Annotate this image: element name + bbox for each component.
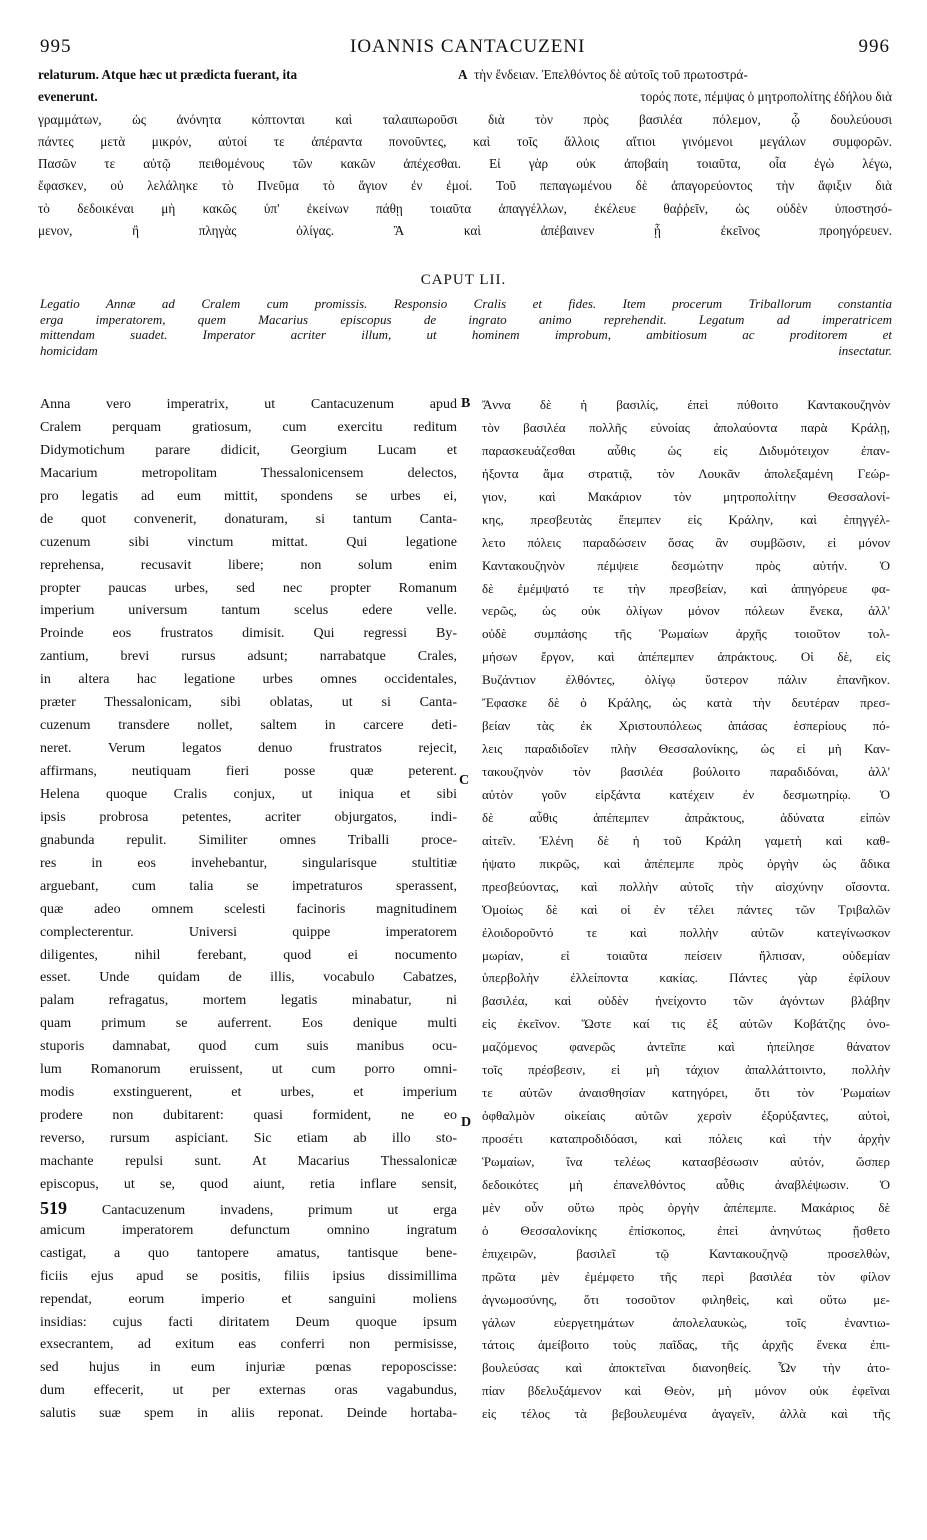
greek-line: πρῶτα μὲν ἐμέμφετο τῆς περὶ βασιλέα τὸν φίλον <box>482 1268 890 1284</box>
latin-line: Macarium metropolitam Thessalonicensem delectos, <box>40 465 457 481</box>
greek-line: εἰς τέλος τὰ βεβουλευμένα ἀγαγεῖν, ἀλλὰ καὶ τῆς <box>482 1406 890 1422</box>
latin-line: cuzenum transdere nollet, saltem in carcere deti- <box>40 718 457 734</box>
latin-line: arguebant, cum talia se impetraturos sperassent, <box>40 878 457 894</box>
chapter-argument <box>40 296 892 358</box>
latin-line: castigat, a quo tantopere amatus, tantisque bene- <box>40 1245 457 1261</box>
greek-line: δὲ αὖθις ἀπέπεμπεν ἀπράκτους, ἀδύνατα εἰπὼν <box>482 809 890 825</box>
greek-line: λεις παραδιδοῖεν πλὴν Θεσσαλονίκης, ὡς εἰ μὴ Καν- <box>482 741 890 757</box>
latin-line: stuporis damnabat, quod cum suis manibus ocu- <box>40 1039 457 1055</box>
greek-line: μὲν οὖν οὕτω πρὸς ὀργὴν ἀπέπεμπε. Μακάριος δὲ <box>482 1199 890 1215</box>
running-header <box>40 36 890 58</box>
greek-line: Ῥωμαίων, ἵνα τελέως κατασβέσωσιν αὐτόν, ὥσπερ <box>482 1153 890 1169</box>
greek-line: ἐλοιδοροῦντό τε καὶ πολλὴν αὐτῶν κατεγίνωσκον <box>482 924 890 940</box>
latin-line: præter Thessalonicam, sibi oblatas, ut si Canta- <box>40 695 457 711</box>
latin-line: sed hujus in eum injuriæ pœnas repoposcisse: <box>40 1360 457 1376</box>
greek-top-line: ἔφασκεν, οὐ λελάληκε τὸ Πνεῦμα τὸ ἅγιον ἐν ἐμοί. Τοῦ πεπαγωμένου δὲ ἀπαγορεύοντος τὴν ἄφιξιν διὰ <box>38 178 892 194</box>
greek-line: γάλων εὐεργετημάτων ἀπολελαυκὼς, τοῖς ἐναντιω- <box>482 1314 890 1330</box>
continued-text-block <box>38 64 892 242</box>
latin-line: affirmans, neutiquam fieri posse quæ peterent. <box>40 764 457 779</box>
latin-line: rependat, eorum imperio et sanguini moliens <box>40 1291 457 1307</box>
latin-line: palam refragatus, mortem legatis minabatur, ni <box>40 993 457 1009</box>
latin-line: complecterentur. Universi quippe imperatorem <box>40 924 457 940</box>
margin-marker-d: D <box>461 1115 472 1130</box>
greek-line: τὸν βασιλέα πολλῆς εὐνοίας ἀπολαύοντα παρὰ Κράλῃ, <box>482 419 890 435</box>
argument-line: Legatio Annæ ad Cralem cum promissis. Responsio Cralis et fides. Item procerum Triballorum constantia <box>40 296 892 311</box>
latin-line: imperium universum tantum scelus edere velle. <box>40 603 457 619</box>
latin-line: zantium, brevi rursus adsunt; narrabatque Crales, <box>40 649 457 665</box>
latin-line: neret. Verum legatos denuo frustratos rejecit, <box>40 741 457 757</box>
greek-line: ὑπερβολὴν ἐλλείποντα κακίας. Πάντες γὰρ ἐφίλουν <box>482 970 890 986</box>
argument-line: homicidam insectatur. <box>40 342 892 358</box>
latin-line: episcopus, ut se, quod aiunt, retia inflare sensit, <box>40 1176 457 1192</box>
argument-line: mittendam suadet. Imperator acriter illum, ut hominem improbum, ambitiosum ac proditorem et <box>40 327 892 343</box>
margin-marker-a: A <box>458 67 468 82</box>
greek-line: γιον, καὶ Μακάριον τὸν μητροπολίτην Θεσσαλονί- <box>482 488 890 504</box>
latin-line: quæ adeo omnem scelesti facinoris magnitudinem <box>40 901 457 917</box>
running-title: IOANNIS CANTACUZENI <box>350 36 586 57</box>
greek-line: μαζόμενος φανερῶς ἀντεῖπε καὶ ἠπείλησε θάνατον <box>482 1039 890 1055</box>
chapter-title: CAPUT LII. <box>420 272 507 288</box>
greek-line: προσέτι καταπροδιδόασι, καὶ πόλεις καὶ τὴν ἀρχὴν <box>482 1131 890 1146</box>
margin-marker-b: B <box>461 396 471 411</box>
latin-line: insidias: cujus facti diritatem Deum quoque ipsum <box>40 1314 457 1330</box>
latin-line <box>40 1197 457 1220</box>
latin-line: lum Romanorum eruissent, ut cum porro omni- <box>40 1062 457 1078</box>
greek-line: τακουζηνὸν τὸν βασιλέα βούλοιτο παραδιδόναι, ἀλλ' <box>482 764 890 779</box>
greek-line: ήψατο πικρῶς, καὶ ἀπέπεμπε πρὸς ὀργὴν ὡς ἄδικα <box>482 855 890 871</box>
greek-line: βουλεύσας καὶ ἀποκτεῖναι διανοηθείς. Ὧν τὴν ἀτο- <box>482 1360 890 1376</box>
greek-line: βασιλέα, καὶ οὐδὲν ἠνείχοντο τῶν ἀγόντων βλάβην <box>482 993 890 1009</box>
latin-line: in altera hac legatione urbes omnes occidentales, <box>40 672 457 688</box>
greek-line: Καντακουζηνὸν πέμψειε δεσμώτην πρὸς αὐτήν. Ὁ <box>482 557 890 573</box>
latin-line: pro legatis ad eum mittit, spondens se urbes ei, <box>40 488 457 504</box>
latin-line: reverso, rursum aspiciant. Sic etiam ab illo sto- <box>40 1131 457 1146</box>
latin-line: diligentes, nihil ferebant, quod ei nocumento <box>40 947 457 963</box>
latin-line: exsecrantem, ad exitum eas conferri non permisisse, <box>40 1337 457 1353</box>
greek-line: αἰτεῖν. Ἑλένη δὲ ἡ τοῦ Κράλη γαμετὴ καὶ καθ- <box>482 832 890 848</box>
greek-line: πίαν βδελυξάμενον καὶ Θεὸν, μὴ μόνον οὐκ ἐφεῖναι <box>482 1383 890 1399</box>
greek-line: κης, πρεσβευτὰς ἔπεμπεν εἰς Κράλην, καὶ ἐπηγγέλ- <box>482 511 890 527</box>
greek-line: ήξοντα ἅμα στρατιᾷ, τὸν Λουκᾶν ἀπολεξαμένη Γεώρ- <box>482 465 890 481</box>
latin-line: res in eos invehebantur, singularisque stultitiæ <box>40 855 457 871</box>
greek-line: μήσων ἔργον, καὶ ἀπέπεμπεν ἀπράκτους. Οἱ δὲ, εἰς <box>482 649 890 665</box>
latin-line: modis exstinguerent, et urbes, et imperium <box>40 1085 457 1101</box>
greek-continued-line-1: τὴν ἔνδειαν. Ἐπελθόντος δὲ αὐτοῖς τοῦ πρωτοστρά- <box>474 67 748 82</box>
greek-line: Ὁμοίως δὲ καὶ οἱ ἐν τέλει πάντες τῶν Τριβαλῶν <box>482 901 890 917</box>
greek-line: μωρίαν, εἰ τοιαῦτα πείσειν ἤλπισαν, οὐδεμίαν <box>482 947 890 963</box>
page-number-marker: 519 <box>40 1197 67 1218</box>
latin-line: de quot convenerit, donaturam, si tantum Canta- <box>40 511 457 527</box>
greek-continued-lines <box>38 109 892 243</box>
greek-line: νερῶς, ὡς οὐκ ὀλίγων μόνον πόλεων ἕνεκα, ἀλλ' <box>482 603 890 619</box>
greek-line: ἀγνωμοσύνης, ὅτι τοσοῦτον φιληθεὶς, καὶ οὕτω με- <box>482 1291 890 1307</box>
greek-line: τάτοις ἀμείβοιτο τοὺς παῖδας, τῆς ἀρχῆς ἕνεκα ἐπι- <box>482 1337 890 1353</box>
latin-line: gnabunda repulit. Similiter omnes Triballi proce- <box>40 832 457 848</box>
latin-line: reprehensa, recusavit libere; non solum enim <box>40 557 457 573</box>
greek-line: τε αὐτῶν ἀναισθησίαν κατηγόρει, ὅτι τὸν Ῥωμαίων <box>482 1085 890 1101</box>
greek-top-line: τὸ δεδοικέναι μὴ κακῶς ὑπ' ἐκείνων πάθῃ τοιαῦτα ἀπαγγέλλων, ἐκέλευε θαῤῥεῖν, ὡς οὐδὲν ὑποστησό- <box>38 200 892 216</box>
latin-line: Proinde eos frustratos dimisit. Qui regressi By- <box>40 626 457 642</box>
margin-marker-c: C <box>459 773 470 788</box>
latin-line: amicum imperatorem defunctum omnino ingratum <box>40 1222 457 1238</box>
latin-continued-line-1: relaturum. Atque hæc ut prædicta fuerant, ita <box>38 67 298 82</box>
greek-line: λετο πόλεις παραδώσειν ὅσας ἂν συμβῶσιν, εἰ μόνον <box>482 534 890 550</box>
latin-line: machante repulsi sunt. At Macarius Thessalonicæ <box>40 1153 457 1169</box>
greek-line: Ἄννα δὲ ἡ βασιλίς, ἐπεὶ πύθοιτο Καντακουζηνὸν <box>482 397 890 412</box>
latin-line: salutis suæ spem in aliis reponat. Deinde hortaba- <box>40 1406 457 1422</box>
latin-line: esset. Unde quidam de illis, vocabulo Cabatzes, <box>40 970 457 986</box>
greek-line: παρασκευάζεσθαι αὖθις ὡς εἰς Διδυμότειχον ἐπαν- <box>482 442 890 458</box>
latin-line: quam primum se auferrent. Eos denique multi <box>40 1016 457 1032</box>
greek-line: Ἔφασκε δὲ ὁ Κράλης, ὡς κατὰ τὴν δευτέραν πρεσ- <box>482 695 890 711</box>
latin-continued-line-2: evenerunt. <box>38 89 98 105</box>
latin-line: ipsis probrosa petentes, acriter objurgatos, indi- <box>40 809 457 825</box>
greek-line: εἰς ἐκεῖνον. Ὥστε καί τις ἐξ αὐτῶν Κοβάτζης ὀνο- <box>482 1016 890 1032</box>
latin-column <box>40 394 457 1426</box>
argument-line: erga imperatorem, quem Macarius episcopus de ingrato animo reprehendit. Legatum ad imperatricem <box>40 311 892 327</box>
greek-line: αὐτὸν γοῦν εἱρξάντα κατέχειν ἐν δεσμωτηρίῳ. Ὁ <box>482 786 890 802</box>
top-line-2 <box>38 86 892 108</box>
latin-line-text: Cantacuzenum invadens, primum ut erga <box>101 1202 457 1218</box>
greek-top-line: μενον, ἢ πληγὰς ὀλίγας. Ἃ καὶ ἀπέβαινεν ᾗ ἐκεῖνος προηγόρευεν. <box>38 223 892 239</box>
latin-line: Anna vero imperatrix, ut Cantacuzenum apud <box>40 397 457 412</box>
greek-line: πρεσβεύοντας, καὶ πολλὴν αὐτοῖς τὴν αἰσχύνην οἴσοντα. <box>482 878 890 894</box>
greek-top-line: Πασῶν τε αὐτῷ πειθομένους τῶν κακῶν ἀπέχεσθαι. Εἰ γὰρ οὐκ ἀποβαίη τοιαῦτα, οἷα ἐγὼ λέγω, <box>38 156 892 172</box>
latin-line: ficiis ejus apud se positis, filiis ipsius dissimillima <box>40 1268 457 1284</box>
greek-continued-line-2: τορός ποτε, πέμψας ὁ μητροπολίτης ἐδήλου διὰ <box>640 89 892 105</box>
latin-line: Didymotichum parare didicit, Georgium Lucam et <box>40 442 457 458</box>
latin-line: dum effecerit, ut per externas oras vagabundus, <box>40 1383 457 1399</box>
greek-line: ἐπιχειρῶν, βασιλεῖ τῷ Καντακουζηνῷ προσελθὼν, <box>482 1245 890 1261</box>
latin-line: Cralem perquam gratiosum, cum exercitu reditum <box>40 419 457 435</box>
greek-line: οὐδὲ συμπάσης τῆς Ῥωμαίων ἀρχῆς τοιοῦτον τολ- <box>482 626 890 642</box>
page-number-left: 995 <box>40 36 72 57</box>
greek-top-line: γραμμάτων, ὡς ἀνόνητα κόπτονται καὶ ταλαιπωροῦσι διὰ τὸν πρὸς βασιλέα πόλεμον, ᾧ δουλεύουσι <box>38 111 892 127</box>
greek-line: δὲ ἐμέμψατό τε τὴν πρεσβείαν, καὶ ἀπηγόρευε φα- <box>482 580 890 596</box>
latin-line: cuzenum sibi vinctum mittat. Qui legatione <box>40 534 457 550</box>
latin-line: prodere non dubitarent: quasi formident, ne eo <box>40 1108 457 1124</box>
greek-line: ὁ Θεσσαλονίκης ἐπίσκοπος, ἐπεὶ ἀνηνύτως ᾔσθετο <box>482 1222 890 1238</box>
greek-line: Βυζάντιον ἐλθόντες, ὀλίγῳ ὕστερον πάλιν ἐπανῆκον. <box>482 672 890 688</box>
latin-line: Helena quoque Cralis conjux, ut iniqua et sibi <box>40 786 457 802</box>
greek-line: βείαν τὰς ἐκ Χριστουπόλεως ἁπάσας ἑσπερίους πό- <box>482 718 890 734</box>
greek-column <box>482 394 890 1426</box>
page-number-right: 996 <box>858 36 890 57</box>
greek-line: τοῖς πρέσβεσιν, εἰ μὴ τάχιον ἀπαλλάττοιντο, πολλὴν <box>482 1062 890 1078</box>
latin-line: propter paucas urbes, sed nec propter Romanum <box>40 580 457 596</box>
top-line-1 <box>38 64 892 86</box>
greek-line: δεδοικότες μὴ ἐπανελθόντος αὖθις ἀναβλέψωσιν. Ὁ <box>482 1176 890 1192</box>
greek-line: ὀφθαλμὸν οἰκείαις αὐτῶν χερσὶν ἐξορύξαντες, αὐτοὶ, <box>482 1108 890 1124</box>
greek-top-line: πάντες μετὰ μικρόν, αὐτοί τε ἀπέραντα πονοῦντες, καὶ τοῖς ἄλλοις αἴτιοι γινόμενοι μεγάλων συμφορῶν. <box>38 133 892 149</box>
